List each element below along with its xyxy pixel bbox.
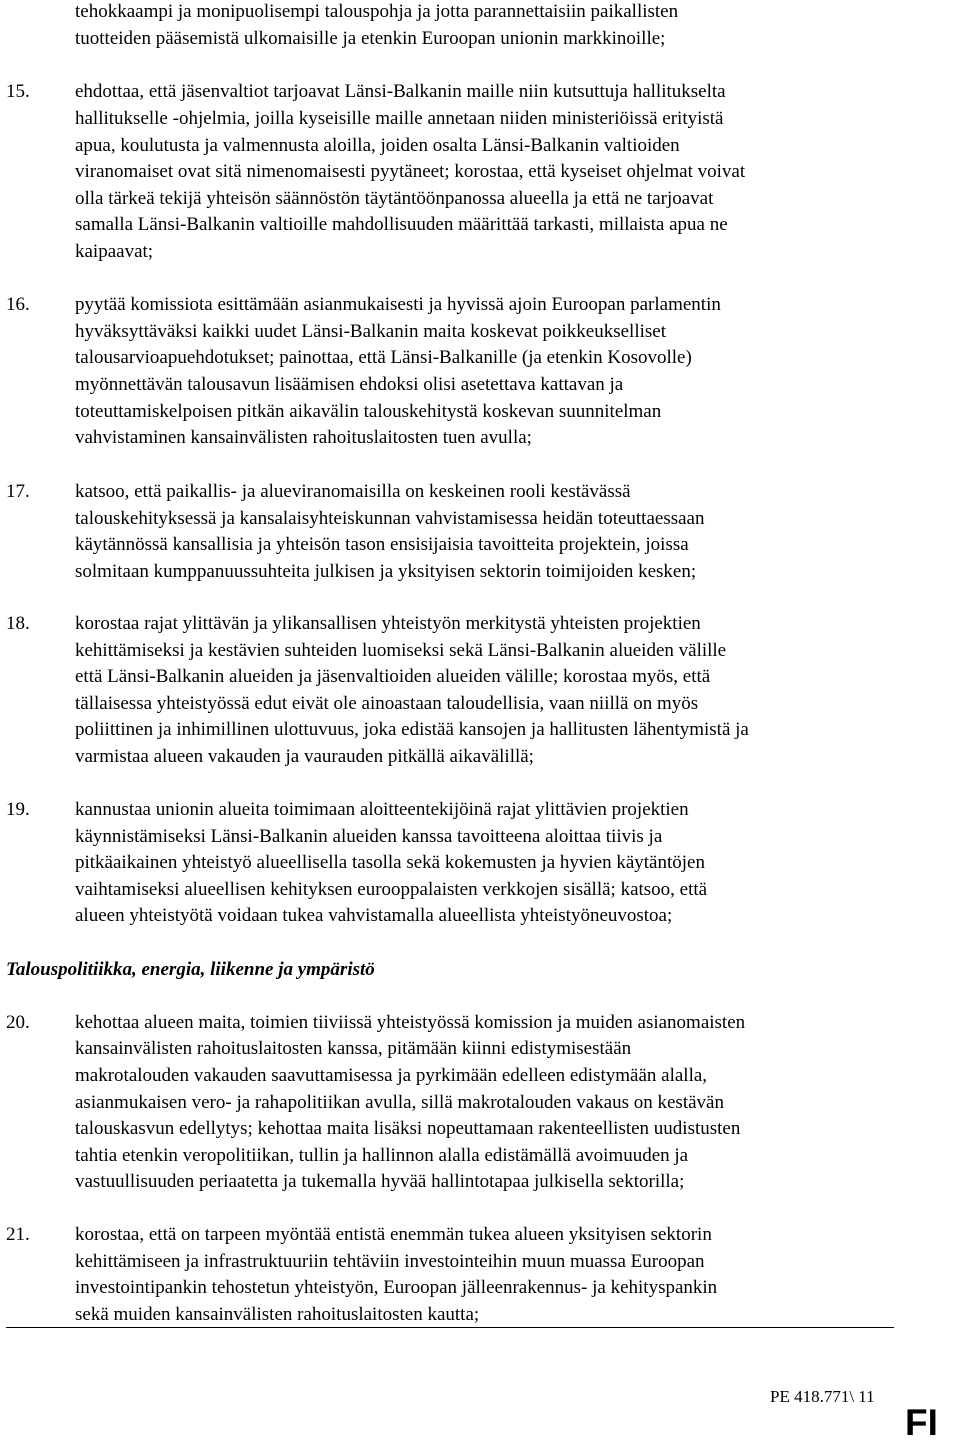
- paragraph-line: talouskehityksessä ja kansalaisyhteiskunnan vahvistamisessa heidän toteuttaessaan: [75, 508, 705, 529]
- section-heading: Talouspolitiikka, energia, liikenne ja ympäristö: [6, 959, 375, 980]
- paragraph-line: tällaisessa yhteistyössä edut eivät ole ainoastaan taloudellisia, vaan niillä on myös: [75, 693, 699, 714]
- paragraph-line: pyytää komissiota esittämään asianmukaisesti ja hyvissä ajoin Euroopan parlamentin: [75, 294, 721, 315]
- paragraph-line: solmitaan kumppanuussuhteita julkisen ja yksityisen sektorin toimijoiden kesken;: [75, 561, 697, 582]
- paragraph-line: myönnettävän talousavun lisäämisen ehdoksi olisi asetettava kattavan ja: [75, 374, 624, 395]
- paragraph-line: samalla Länsi-Balkanin valtioille mahdollisuuden määrittää tarkasti, millaista apua ne: [75, 214, 728, 235]
- paragraph-line: että Länsi-Balkanin alueiden ja jäsenvaltioiden alueiden välille; korostaa myös, että: [75, 666, 711, 687]
- paragraph-line: kehittämiseksi ja kestävien suhteiden luomiseksi sekä Länsi-Balkanin alueiden välille: [75, 640, 727, 661]
- paragraph-number: 18.: [6, 613, 30, 634]
- paragraph-line: makrotalouden vakauden saavuttamisessa ja pyrkimään edelleen edistymään alalla,: [75, 1065, 708, 1086]
- paragraph-line: sekä muiden kansainvälisten rahoituslaitosten kautta;: [75, 1304, 480, 1325]
- paragraph-line: tahtia etenkin veropolitiikan, tullin ja hallinnon alalla edistämällä avoimuuden ja: [75, 1145, 689, 1166]
- paragraph-line: alueen yhteistyötä voidaan tukea vahvistamalla alueellista yhteistyöneuvostoa;: [75, 905, 673, 926]
- continuation-line: tehokkaampi ja monipuolisempi talouspohja ja jotta parannettaisiin paikallisten: [75, 1, 679, 22]
- paragraph-line: pitkäaikainen yhteistyö alueellisella tasolla sekä kokemusten ja hyvien käytäntöjen: [75, 852, 705, 873]
- paragraph-number: 17.: [6, 481, 30, 502]
- paragraph-line: vaihtamiseksi alueellisen kehityksen eurooppalaisten verkkojen sisällä; katsoo, että: [75, 879, 708, 900]
- paragraph-number: 15.: [6, 81, 30, 102]
- footer-divider: [6, 1327, 894, 1328]
- paragraph-line: kansainvälisten rahoituslaitosten kanssa, pitämään kiinni edistymisestään: [75, 1038, 632, 1059]
- paragraph-line: kehittämiseen ja infrastruktuuriin tehtäviin investointeihin muun muassa Euroopan: [75, 1251, 705, 1272]
- paragraph-line: apua, koulutusta ja valmennusta aloilla, joiden osalta Länsi-Balkanin valtioiden: [75, 135, 680, 156]
- paragraph-line: talouskasvun edellytys; kehottaa maita lisäksi nopeuttamaan rakenteellisten uudistusten: [75, 1118, 741, 1139]
- paragraph-line: kehottaa alueen maita, toimien tiiviissä yhteistyössä komission ja muiden asianomaisten: [75, 1012, 746, 1033]
- paragraph-line: korostaa rajat ylittävän ja ylikansallisen yhteistyön merkitystä yhteisten projektien: [75, 613, 701, 634]
- paragraph-line: kaipaavat;: [75, 241, 154, 262]
- paragraph-line: investointipankin tehostetun yhteistyön, Euroopan jälleenrakennus- ja kehityspankin: [75, 1277, 718, 1298]
- paragraph-line: poliittinen ja inhimillinen ulottuvuus, joka edistää kansojen ja hallitusten lähentymistä ja: [75, 719, 749, 740]
- paragraph-line: käynnistämiseksi Länsi-Balkanin alueiden kanssa tavoitteena aloittaa tiivis ja: [75, 826, 663, 847]
- paragraph-line: vahvistaminen kansainvälisten rahoituslaitosten tuen avulla;: [75, 427, 532, 448]
- paragraph-line: korostaa, että on tarpeen myöntää entistä enemmän tukea alueen yksityisen sektorin: [75, 1224, 712, 1245]
- paragraph-line: olla tärkeä tekijä yhteisön säännöstön täytäntöönpanossa alueella ja että ne tarjoavat: [75, 188, 714, 209]
- paragraph-line: varmistaa alueen vakauden ja vaurauden pitkällä aikavälillä;: [75, 746, 534, 767]
- paragraph-line: toteuttamiskelpoisen pitkän aikavälin talouskehitystä koskevan suunnitelman: [75, 401, 662, 422]
- paragraph-number: 16.: [6, 294, 30, 315]
- paragraph-line: hyväksyttäväksi kaikki uudet Länsi-Balkanin maita koskevat poikkeukselliset: [75, 321, 666, 342]
- paragraph-line: käytännössä kansallisia ja yhteisön tason ensisijaisia tavoitteita projektein, joissa: [75, 534, 689, 555]
- paragraph-line: vastuullisuuden periaatetta ja tukemalla hyvää hallintotapaa julkisella sektorilla;: [75, 1171, 685, 1192]
- paragraph-number: 19.: [6, 799, 30, 820]
- paragraph-line: viranomaiset ovat sitä nimenomaisesti pyytäneet; korostaa, että kyseiset ohjelmat voivat: [75, 161, 746, 182]
- paragraph-line: talousarvioapuehdotukset; painottaa, että Länsi-Balkanille (ja etenkin Kosovolle): [75, 347, 692, 368]
- paragraph-line: ehdottaa, että jäsenvaltiot tarjoavat Länsi-Balkanin maille niin kutsuttuja hallitukselta: [75, 81, 726, 102]
- paragraph-line: katsoo, että paikallis- ja alueviranomaisilla on keskeinen rooli kestävässä: [75, 481, 631, 502]
- paragraph-line: asianmukaisen vero- ja rahapolitiikan avulla, sillä makrotalouden vakaus on kestävän: [75, 1092, 724, 1113]
- paragraph-number: 21.: [6, 1224, 30, 1245]
- continuation-line: tuotteiden pääsemistä ulkomaisille ja etenkin Euroopan unionin markkinoille;: [75, 28, 666, 49]
- paragraph-number: 20.: [6, 1012, 30, 1033]
- paragraph-line: kannustaa unionin alueita toimimaan aloitteentekijöinä rajat ylittävien projektien: [75, 799, 689, 820]
- paragraph-line: hallitukselle -ohjelmia, joilla kyseisille maille annetaan niiden ministeriöissä erityistä: [75, 108, 724, 129]
- language-code: FI: [905, 1402, 938, 1443]
- document-reference: PE 418.771\ 11: [770, 1387, 875, 1406]
